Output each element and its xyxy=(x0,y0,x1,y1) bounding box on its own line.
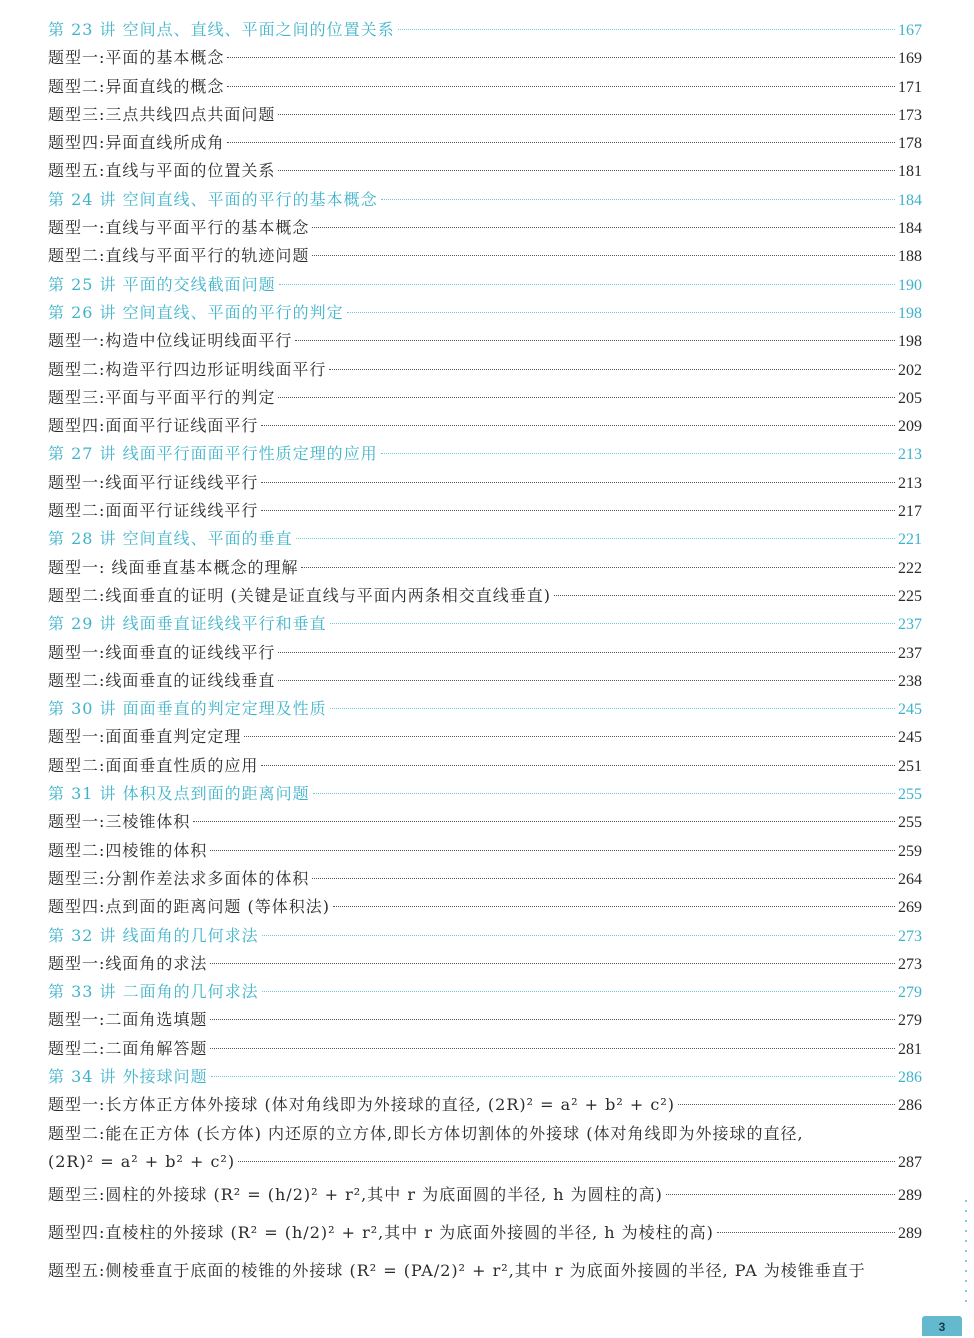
topic-title: 题型二:四棱锥的体积 xyxy=(48,840,208,860)
dot-leader xyxy=(666,1194,895,1195)
page-ref: 237 xyxy=(898,644,922,662)
toc-chapter-row[interactable] xyxy=(48,271,922,299)
toc-topic-row[interactable] xyxy=(48,865,922,893)
dot-leader xyxy=(333,906,895,907)
chapter-title: 第 25 讲 平面的交线截面问题 xyxy=(48,274,276,294)
toc-topic-row[interactable] xyxy=(48,723,922,751)
dot-leader xyxy=(312,255,895,256)
toc-topic-row[interactable] xyxy=(48,1148,922,1176)
toc-chapter-row[interactable] xyxy=(48,780,922,808)
topic-title: 题型二:能在正方体 (长方体) 内还原的立方体,即长方体切割体的外接球 (体对角线即为外接球的直径, xyxy=(48,1123,804,1143)
toc-topic-row[interactable] xyxy=(48,582,922,610)
toc-topic-row[interactable] xyxy=(48,808,922,836)
toc-chapter-row[interactable] xyxy=(48,299,922,327)
topic-title: 题型四:直棱柱的外接球 (R² = (h/2)² + r²,其中 r 为底面外接圆的半径, h 为棱柱的高) xyxy=(48,1223,714,1243)
topic-title: 题型二:线面垂直的证明 (关键是证直线与平面内两条相交直线垂直) xyxy=(48,585,551,605)
dot-leader xyxy=(330,623,895,624)
page-ref: 205 xyxy=(898,389,922,407)
topic-title: 题型二:直线与平面平行的轨迹问题 xyxy=(48,246,310,266)
topic-title: 题型三:圆柱的外接球 (R² = (h/2)² + r²,其中 r 为底面圆的半径, h 为圆柱的高) xyxy=(48,1185,663,1205)
dot-leader xyxy=(211,1076,895,1077)
chapter-title: 第 29 讲 线面垂直证线线平行和垂直 xyxy=(48,614,327,634)
page-ref: 245 xyxy=(898,729,922,747)
topic-title: 题型四:异面直线所成角 xyxy=(48,133,225,153)
toc-topic-row[interactable] xyxy=(48,1214,922,1252)
page-ref: 169 xyxy=(898,50,922,68)
page-ref: 269 xyxy=(898,899,922,917)
toc-topic-row[interactable] xyxy=(48,157,922,185)
page-ref: 237 xyxy=(898,616,922,634)
chapter-title: 第 27 讲 线面平行面面平行性质定理的应用 xyxy=(48,444,378,464)
toc-topic-row[interactable] xyxy=(48,73,922,101)
page-ref: 181 xyxy=(898,163,922,181)
toc-topic-row[interactable] xyxy=(48,1120,922,1148)
page-ref: 281 xyxy=(898,1040,922,1058)
dot-leader xyxy=(238,1161,895,1162)
dot-leader xyxy=(381,453,895,454)
dot-leader xyxy=(193,821,895,822)
dot-leader xyxy=(301,567,895,568)
toc-topic-row[interactable] xyxy=(48,639,922,667)
dot-leader xyxy=(312,227,895,228)
toc-topic-row[interactable] xyxy=(48,327,922,355)
page-ref: 213 xyxy=(898,474,922,492)
chapter-title: 第 28 讲 空间直线、平面的垂直 xyxy=(48,529,293,549)
page-ref: 225 xyxy=(898,587,922,605)
dot-leader xyxy=(278,170,895,171)
topic-title: 题型一:平面的基本概念 xyxy=(48,48,225,68)
toc-chapter-row[interactable] xyxy=(48,922,922,950)
toc-topic-row[interactable] xyxy=(48,214,922,242)
toc-topic-row[interactable] xyxy=(48,554,922,582)
toc-topic-row[interactable] xyxy=(48,1091,922,1119)
toc-chapter-row[interactable] xyxy=(48,1063,922,1091)
topic-title: 题型四:面面平行证线面平行 xyxy=(48,416,259,436)
page-ref: 184 xyxy=(898,220,922,238)
chapter-title: 第 30 讲 面面垂直的判定定理及性质 xyxy=(48,699,327,719)
topic-title: 题型一:构造中位线证明线面平行 xyxy=(48,331,293,351)
page-ref: 167 xyxy=(898,22,922,39)
topic-title: 题型一:面面垂直判定定理 xyxy=(48,727,242,747)
table-of-contents xyxy=(48,16,922,1290)
topic-title: 题型一:直线与平面平行的基本概念 xyxy=(48,218,310,238)
dot-leader xyxy=(398,29,895,30)
dot-leader xyxy=(261,425,895,426)
toc-topic-row[interactable] xyxy=(48,893,922,921)
page-ref: 213 xyxy=(898,446,922,464)
edge-dot-decoration xyxy=(964,1200,968,1310)
page-ref: 287 xyxy=(898,1153,922,1171)
toc-topic-row[interactable] xyxy=(48,1035,922,1063)
page-ref: 202 xyxy=(898,361,922,379)
dot-leader xyxy=(278,652,895,653)
topic-title: 题型三:分割作差法求多面体的体积 xyxy=(48,868,310,888)
page-ref: 289 xyxy=(898,1225,922,1243)
toc-topic-row[interactable] xyxy=(48,242,922,270)
dot-leader xyxy=(330,708,895,709)
toc-chapter-row[interactable] xyxy=(48,525,922,553)
chapter-title: 第 33 讲 二面角的几何求法 xyxy=(48,982,259,1002)
page-ref: 286 xyxy=(898,1097,922,1115)
toc-topic-row[interactable] xyxy=(48,1252,922,1290)
dot-leader xyxy=(261,765,895,766)
dot-leader xyxy=(296,538,895,539)
chapter-title: 第 32 讲 线面角的几何求法 xyxy=(48,925,259,945)
dot-leader xyxy=(244,736,895,737)
page-ref: 221 xyxy=(898,531,922,549)
toc-topic-row[interactable] xyxy=(48,44,922,72)
topic-title: 题型二:面面平行证线线平行 xyxy=(48,501,259,521)
dot-leader xyxy=(227,57,895,58)
toc-chapter-row[interactable] xyxy=(48,978,922,1006)
topic-title: 题型一:二面角选填题 xyxy=(48,1010,208,1030)
topic-title: 题型五:侧棱垂直于底面的棱锥的外接球 (R² = (PA/2)² + r²,其中 r 为底面外接圆的半径, PA 为棱锥垂直于 xyxy=(48,1261,866,1281)
toc-topic-row[interactable] xyxy=(48,667,922,695)
page-ref: 190 xyxy=(898,276,922,294)
toc-topic-row[interactable] xyxy=(48,129,922,157)
page-ref: 273 xyxy=(898,955,922,973)
topic-title: 题型三:三点共线四点共面问题 xyxy=(48,104,276,124)
topic-title: (2R)² = a² + b² + c²) xyxy=(48,1151,236,1171)
topic-title: 题型一:线面垂直的证线线平行 xyxy=(48,642,276,662)
page-ref: 279 xyxy=(898,984,922,1002)
toc-chapter-row[interactable] xyxy=(48,186,922,214)
page-ref: 264 xyxy=(898,870,922,888)
page-ref: 184 xyxy=(898,191,922,209)
topic-title: 题型五:直线与平面的位置关系 xyxy=(48,161,276,181)
page-ref: 209 xyxy=(898,418,922,436)
dot-leader xyxy=(210,850,895,851)
dot-leader xyxy=(278,114,895,115)
topic-title: 题型三:平面与平面平行的判定 xyxy=(48,387,276,407)
dot-leader xyxy=(210,963,895,964)
toc-topic-row[interactable] xyxy=(48,356,922,384)
toc-topic-row[interactable] xyxy=(48,837,922,865)
page-ref: 222 xyxy=(898,559,922,577)
page-ref: 251 xyxy=(898,757,922,775)
dot-leader xyxy=(329,369,895,370)
topic-title: 题型二:异面直线的概念 xyxy=(48,76,225,96)
dot-leader xyxy=(554,595,895,596)
toc-topic-row[interactable] xyxy=(48,1176,922,1214)
page-ref: 279 xyxy=(898,1012,922,1030)
page-ref: 178 xyxy=(898,135,922,153)
dot-leader xyxy=(312,878,895,879)
dot-leader xyxy=(261,510,895,511)
page-ref: 273 xyxy=(898,927,922,945)
chapter-title: 第 24 讲 空间直线、平面的平行的基本概念 xyxy=(48,189,378,209)
dot-leader xyxy=(261,482,895,483)
page-ref: 171 xyxy=(898,78,922,96)
page-ref: 289 xyxy=(898,1187,922,1205)
page-ref: 173 xyxy=(898,106,922,124)
dot-leader xyxy=(278,680,895,681)
page-ref: 286 xyxy=(898,1068,922,1086)
toc-topic-row[interactable] xyxy=(48,497,922,525)
dot-leader xyxy=(227,142,895,143)
dot-leader xyxy=(210,1048,895,1049)
toc-topic-row[interactable] xyxy=(48,412,922,440)
toc-chapter-row[interactable] xyxy=(48,16,922,44)
dot-leader xyxy=(279,284,895,285)
dot-leader xyxy=(227,86,895,87)
page-ref: 245 xyxy=(898,701,922,719)
dot-leader xyxy=(262,935,895,936)
chapter-title: 第 34 讲 外接球问题 xyxy=(48,1066,208,1086)
toc-topic-row[interactable] xyxy=(48,1006,922,1034)
topic-title: 题型二:线面垂直的证线线垂直 xyxy=(48,670,276,690)
dot-leader xyxy=(678,1104,895,1105)
toc-topic-row[interactable] xyxy=(48,752,922,780)
toc-topic-row[interactable] xyxy=(48,101,922,129)
toc-topic-row[interactable] xyxy=(48,469,922,497)
page-ref: 259 xyxy=(898,842,922,860)
topic-title: 题型二:构造平行四边形证明线面平行 xyxy=(48,359,327,379)
toc-chapter-row[interactable] xyxy=(48,610,922,638)
chapter-title: 第 23 讲 空间点、直线、平面之间的位置关系 xyxy=(48,20,395,39)
page-ref: 255 xyxy=(898,786,922,804)
dot-leader xyxy=(262,991,895,992)
topic-title: 题型一:三棱锥体积 xyxy=(48,812,191,832)
topic-title: 题型二:二面角解答题 xyxy=(48,1038,208,1058)
topic-title: 题型一:长方体正方体外接球 (体对角线即为外接球的直径, (2R)² = a² + b² + c²) xyxy=(48,1095,675,1115)
page-ref: 198 xyxy=(898,333,922,351)
dot-leader xyxy=(717,1232,895,1233)
page-number-tab: 3 xyxy=(922,1316,962,1336)
page-ref: 188 xyxy=(898,248,922,266)
toc-chapter-row[interactable] xyxy=(48,695,922,723)
toc-topic-row[interactable] xyxy=(48,384,922,412)
chapter-title: 第 26 讲 空间直线、平面的平行的判定 xyxy=(48,302,344,322)
page-ref: 238 xyxy=(898,672,922,690)
chapter-title: 第 31 讲 体积及点到面的距离问题 xyxy=(48,784,310,804)
topic-title: 题型二:面面垂直性质的应用 xyxy=(48,755,259,775)
toc-topic-row[interactable] xyxy=(48,950,922,978)
dot-leader xyxy=(313,793,895,794)
page-ref: 198 xyxy=(898,304,922,322)
topic-title: 题型一:线面平行证线线平行 xyxy=(48,472,259,492)
page-ref: 255 xyxy=(898,814,922,832)
dot-leader xyxy=(295,340,895,341)
dot-leader xyxy=(210,1019,895,1020)
page-ref: 217 xyxy=(898,503,922,521)
topic-title: 题型一: 线面垂直基本概念的理解 xyxy=(48,557,299,577)
topic-title: 题型一:线面角的求法 xyxy=(48,953,208,973)
dot-leader xyxy=(381,199,895,200)
topic-title: 题型四:点到面的距离问题 (等体积法) xyxy=(48,897,330,917)
dot-leader xyxy=(347,312,895,313)
toc-chapter-row[interactable] xyxy=(48,440,922,468)
dot-leader xyxy=(278,397,895,398)
